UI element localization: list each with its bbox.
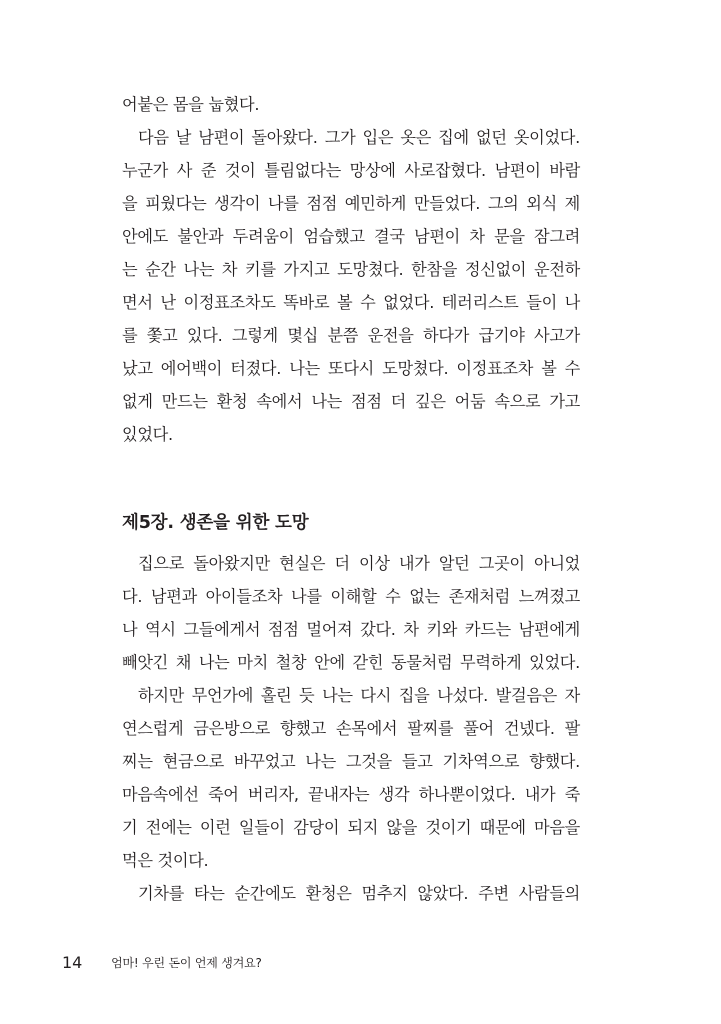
text-line: 누군가 사 준 것이 틀림없다는 망상에 사로잡혔다. 남편이 바람 bbox=[122, 161, 580, 180]
text-line: 빼앗긴 채 나는 마치 철창 안에 갇힌 동물처럼 무력하게 있었다. bbox=[122, 653, 580, 672]
chapter-heading: 제5장. 생존을 위한 도망 bbox=[122, 513, 309, 533]
text-line: 하지만 무언가에 홀린 듯 나는 다시 집을 나섰다. 발걸음은 자 bbox=[138, 686, 580, 705]
text-line: 을 피웠다는 생각이 나를 점점 예민하게 만들었다. 그의 외식 제 bbox=[122, 194, 580, 213]
body-text-section-1 bbox=[122, 88, 580, 451]
text-line: 는 순간 나는 차 키를 가지고 도망쳤다. 한참을 정신없이 운전하 bbox=[122, 260, 580, 279]
running-title: 엄마! 우린 돈이 언제 생겨요? bbox=[111, 956, 262, 970]
text-line: 어붙은 몸을 눕혔다. bbox=[122, 95, 260, 114]
text-line: 다음 날 남편이 돌아왔다. 그가 입은 옷은 집에 없던 옷이었다. bbox=[138, 128, 580, 147]
text-line: 연스럽게 금은방으로 향했고 손목에서 팔찌를 풀어 건넸다. 팔 bbox=[122, 719, 580, 738]
text-line: 집으로 돌아왔지만 현실은 더 이상 내가 알던 그곳이 아니었 bbox=[138, 554, 580, 573]
text-line: 나 역시 그들에게서 점점 멀어져 갔다. 차 키와 카드는 남편에게 bbox=[122, 620, 580, 639]
text-line: 났고 에어백이 터졌다. 나는 또다시 도망쳤다. 이정표조차 볼 수 bbox=[122, 359, 580, 378]
text-line: 면서 난 이정표조차도 똑바로 볼 수 없었다. 테러리스트 들이 나 bbox=[122, 293, 580, 312]
text-line: 먹은 것이다. bbox=[122, 851, 209, 870]
page-footer bbox=[62, 951, 262, 975]
text-line: 찌는 현금으로 바꾸었고 나는 그것을 들고 기차역으로 향했다. bbox=[122, 752, 580, 771]
text-line: 기차를 타는 순간에도 환청은 멈추지 않았다. 주변 사람들의 bbox=[138, 884, 580, 903]
body-text-section-2 bbox=[122, 547, 580, 910]
text-line: 없게 만드는 환청 속에서 나는 점점 더 깊은 어둠 속으로 가고 bbox=[122, 392, 580, 411]
text-line: 안에도 불안과 두려움이 엄습했고 결국 남편이 차 문을 잠그려 bbox=[122, 227, 580, 246]
text-line: 마음속에선 죽어 버리자, 끝내자는 생각 하나뿐이었다. 내가 죽 bbox=[122, 785, 580, 804]
text-line: 다. 남편과 아이들조차 나를 이해할 수 없는 존재처럼 느껴졌고 bbox=[122, 587, 580, 606]
text-line: 를 쫓고 있다. 그렇게 몇십 분쯤 운전을 하다가 급기야 사고가 bbox=[122, 326, 580, 345]
text-line: 있었다. bbox=[122, 425, 173, 444]
page-number: 14 bbox=[62, 953, 83, 972]
text-line: 기 전에는 이런 일들이 감당이 되지 않을 것이기 때문에 마음을 bbox=[122, 818, 580, 837]
